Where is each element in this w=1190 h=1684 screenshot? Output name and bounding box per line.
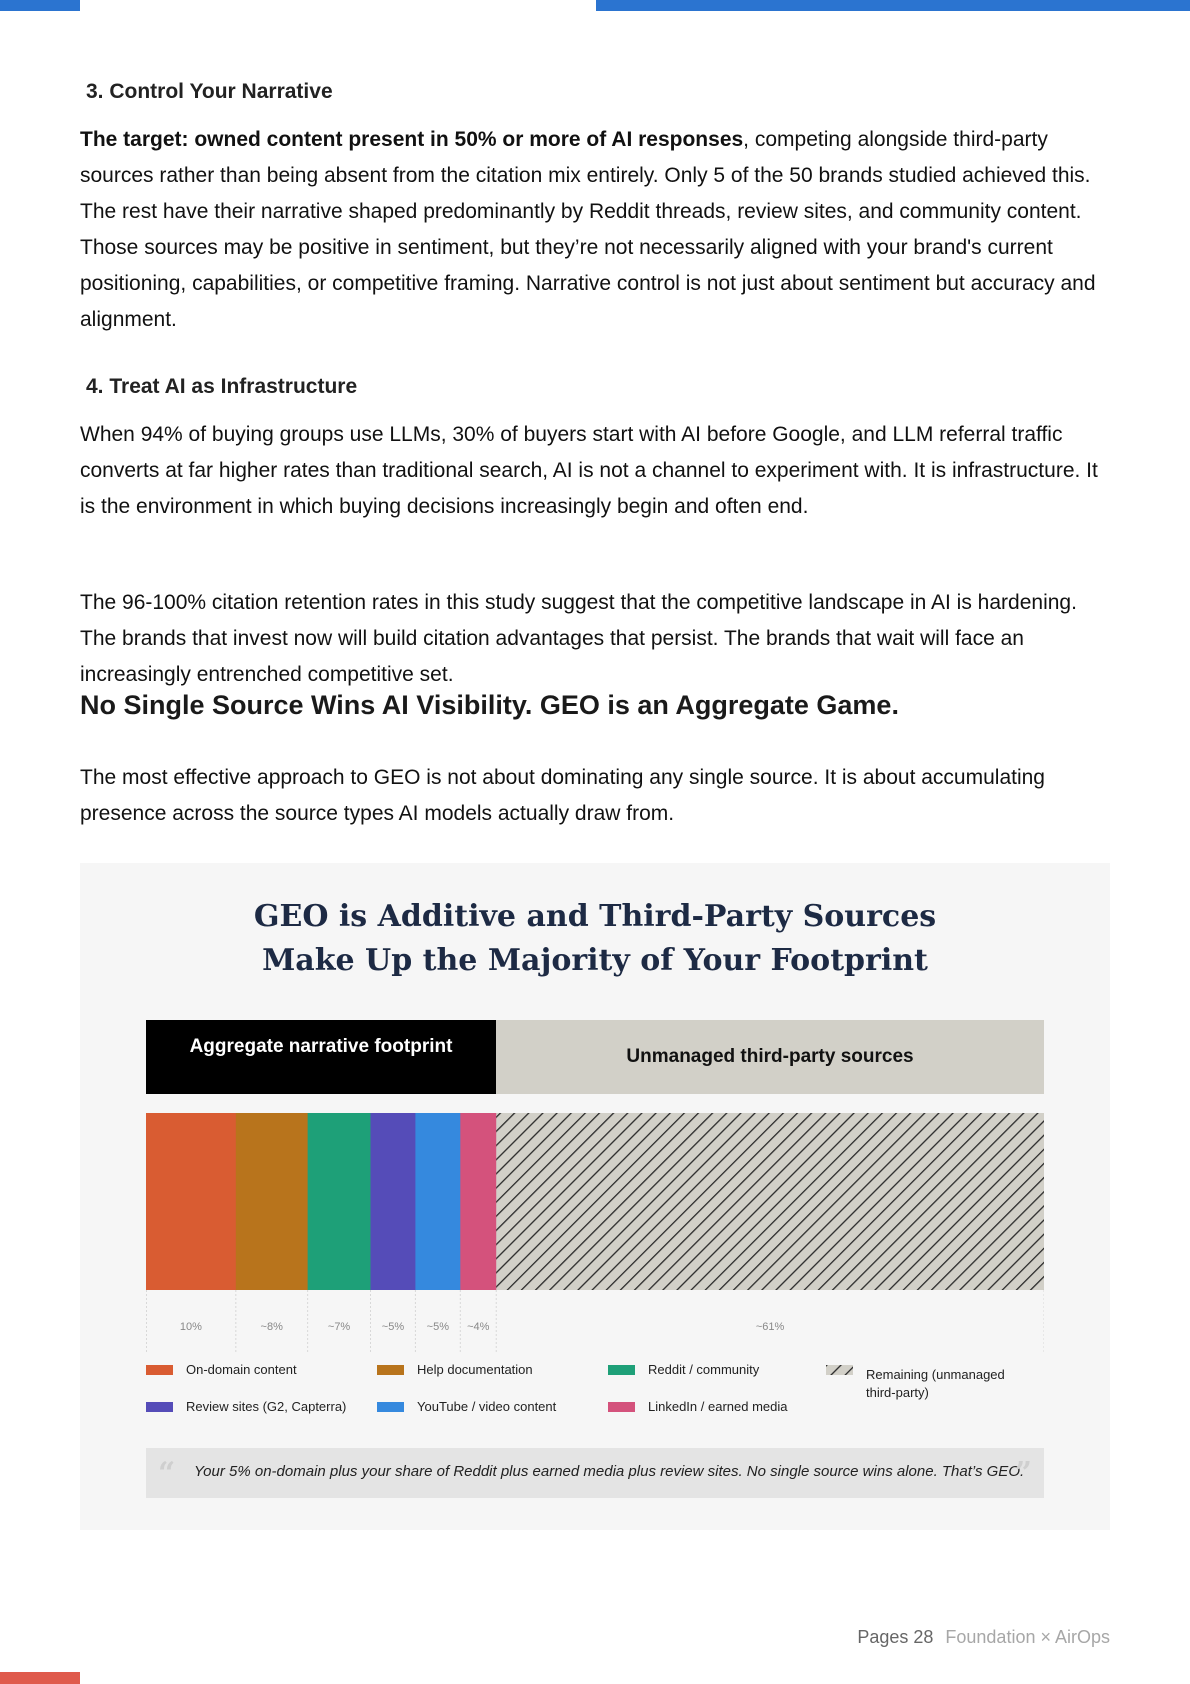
bar-segment-label-5: ~4% xyxy=(467,1321,490,1333)
legend-label: YouTube / video content xyxy=(417,1399,557,1414)
bar-segment-label-4: ~5% xyxy=(426,1321,450,1333)
legend-swatch xyxy=(608,1365,635,1375)
top-accent-bar-right xyxy=(596,0,1190,11)
bar-segment-2 xyxy=(308,1113,371,1290)
chart-legend xyxy=(146,1362,1046,1442)
bar-segment-5 xyxy=(460,1113,496,1290)
aggregate-footprint-header: Aggregate narrative footprint xyxy=(146,1020,496,1094)
close-quote-icon: ” xyxy=(1014,1456,1032,1491)
legend-swatch xyxy=(377,1402,404,1412)
chart-title-line-2: Make Up the Majority of Your Footprint xyxy=(262,943,928,978)
page-footer xyxy=(857,1627,1110,1648)
top-accent-bar-left xyxy=(0,0,80,11)
footer-brand: Foundation × AirOps xyxy=(945,1627,1110,1647)
bar-segment-label-0: 10% xyxy=(179,1321,202,1333)
legend-label: Remaining (unmanaged third-party) xyxy=(866,1367,1005,1400)
unmanaged-sources-header: Unmanaged third-party sources xyxy=(496,1020,1044,1094)
bar-segment-label-1: ~8% xyxy=(260,1321,283,1333)
bottom-accent-bar xyxy=(0,1672,80,1684)
chart-title-line-1: GEO is Additive and Third-Party Sources xyxy=(253,899,937,934)
legend-label: On-domain content xyxy=(186,1362,297,1377)
bar-segment-4 xyxy=(415,1113,460,1290)
chart-panel xyxy=(80,863,1110,1530)
bar-segment-label-3: ~5% xyxy=(381,1321,405,1333)
bar-segment-1 xyxy=(236,1113,308,1290)
legend-label: LinkedIn / earned media xyxy=(648,1399,788,1414)
section-intro-paragraph: The most effective approach to GEO is not about dominating any single source. It is about accumulating presence across the source types AI models actually draw from. xyxy=(80,766,1045,825)
section-3-bold-lead: The target: owned content present in 50% or more of AI responses xyxy=(80,128,744,151)
section-3-body: , competing alongside third-party sources rather than being absent from the citation mix entirely. Only 5 of the 50 brands studied achieved this. The rest have their narrative shaped predominantly by Reddit threads, review sites, and community content. Those sources may be positive in sentiment, but they’re not necessarily aligned with your brand's current positioning, capabilities, or competitive framing. Narrative control is not just about sentiment but accuracy and alignment. xyxy=(80,128,1096,331)
quote-callout xyxy=(146,1448,1044,1498)
page-number: Pages 28 xyxy=(857,1627,934,1647)
legend-swatch xyxy=(146,1402,173,1412)
section-heading: No Single Source Wins AI Visibility. GEO is an Aggregate Game. xyxy=(80,690,899,720)
legend-swatch xyxy=(377,1365,404,1375)
bar-segment-0 xyxy=(146,1113,236,1290)
bar-segment-label-2: ~7% xyxy=(327,1321,351,1333)
quote-text: Your 5% on-domain plus your share of Reddit plus earned media plus review sites. No single source wins alone. That’s GEO. xyxy=(194,1463,1025,1480)
bar-segment-label-6: ~61% xyxy=(755,1321,785,1333)
section-3-title: 3. Control Your Narrative xyxy=(86,80,333,103)
bar-segment-6 xyxy=(496,1113,1044,1290)
bar-segment-3 xyxy=(371,1113,416,1290)
section-3-paragraph xyxy=(80,122,1110,338)
open-quote-icon: “ xyxy=(158,1456,176,1491)
legend-swatch xyxy=(608,1402,635,1412)
chart-title xyxy=(80,895,1110,983)
stacked-bar-chart xyxy=(146,1113,1044,1353)
legend-label: Help documentation xyxy=(417,1362,533,1377)
section-4-paragraph-1: When 94% of buying groups use LLMs, 30% of buyers start with AI before Google, and LLM referral traffic converts at far higher rates than traditional search, AI is not a channel to experiment with. It is infrastructure. It is the environment in which buying decisions increasingly begin and often end. xyxy=(80,423,1098,518)
section-4-title: 4. Treat AI as Infrastructure xyxy=(86,375,358,398)
section-4-paragraph-2: The 96-100% citation retention rates in this study suggest that the competitive landscape in AI is hardening. The brands that invest now will build citation advantages that persist. The brands that wait will face an increasingly entrenched competitive set. xyxy=(80,591,1077,686)
legend-swatch xyxy=(146,1365,173,1375)
legend-swatch-hatched xyxy=(826,1365,853,1375)
legend-label: Review sites (G2, Capterra) xyxy=(186,1399,347,1414)
legend-label: Reddit / community xyxy=(648,1362,760,1377)
